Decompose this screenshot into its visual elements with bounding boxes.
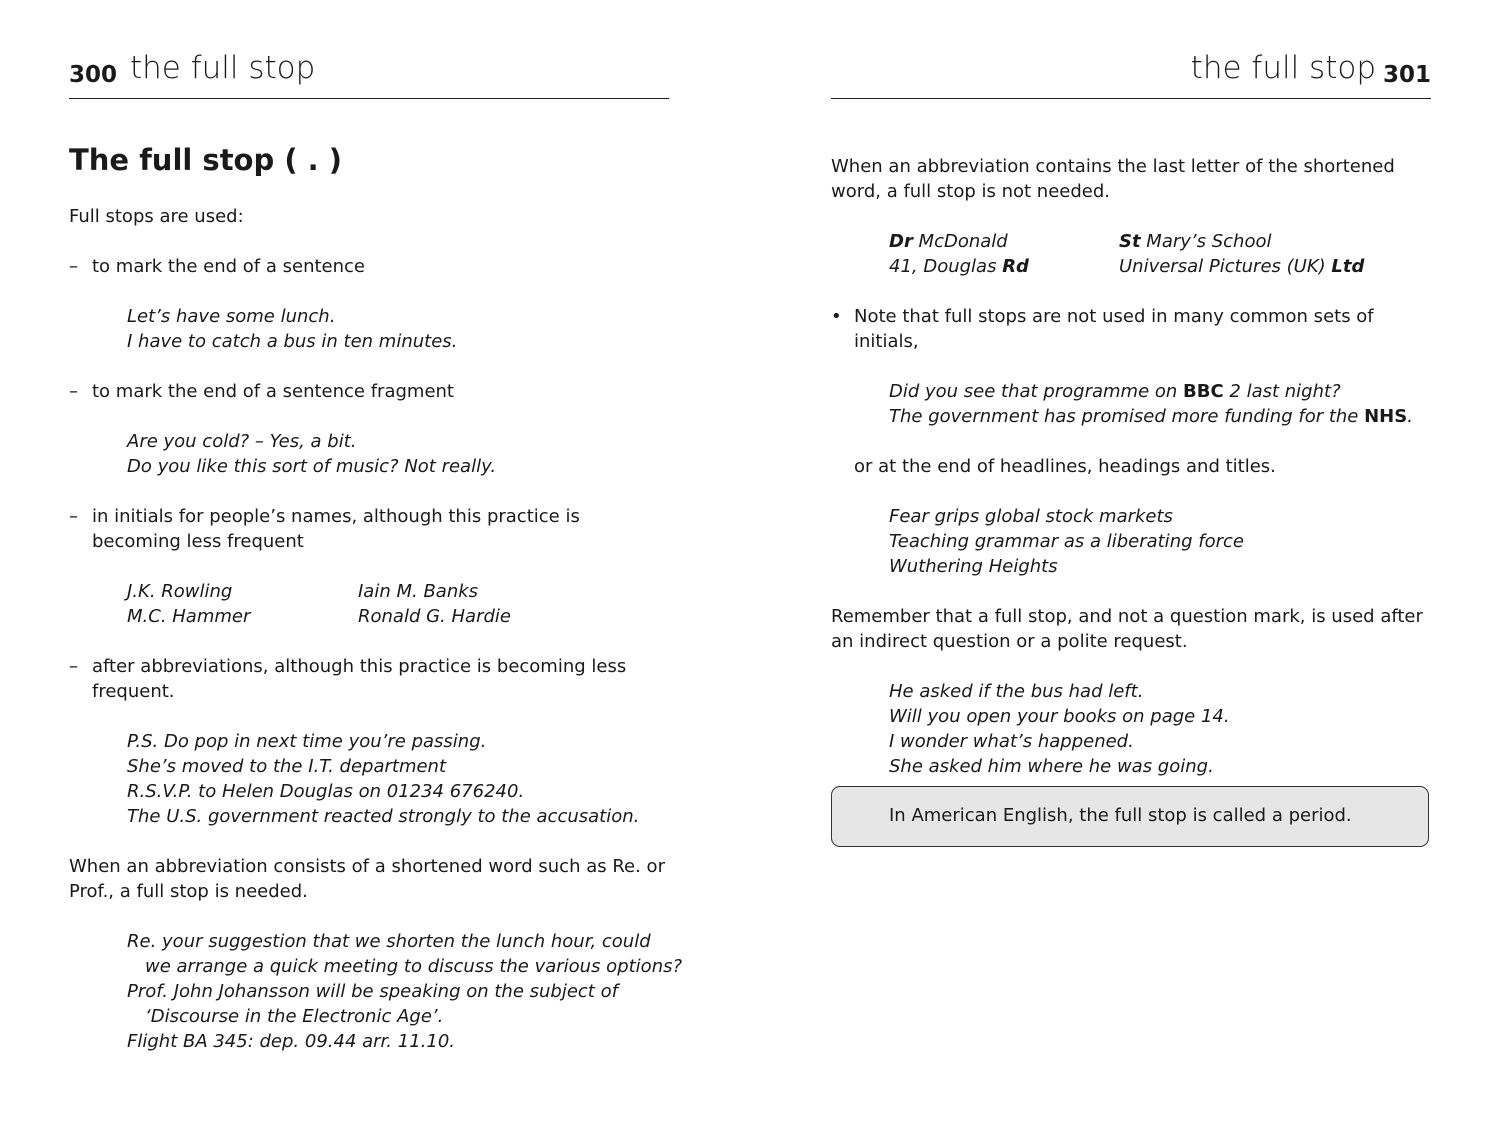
example-block [69, 579, 669, 629]
example-line: Wuthering Heights [889, 556, 1058, 577]
example-line: Do you like this sort of music? Not really. [127, 456, 497, 477]
left-page [69, 0, 683, 1137]
example-text: Mary’s School [1140, 231, 1272, 252]
example-block [69, 304, 669, 354]
example-line: we arrange a quick meeting to discuss the various options? [145, 956, 683, 977]
example-block [69, 429, 669, 479]
example-text: Did you see that programme on [889, 381, 1184, 402]
example-cell: Iain M. Banks [358, 581, 479, 602]
running-title: the full stop [130, 50, 316, 86]
example-cell: M.C. Hammer [127, 606, 251, 627]
example-line: Prof. John Johansson will be speaking on the subject of [127, 981, 618, 1002]
example-line: Teaching grammar as a liberating force [889, 531, 1244, 552]
example-block [69, 929, 683, 1054]
bold-term: NHS [1364, 406, 1408, 427]
example-line: The U.S. government reacted strongly to the accusation. [127, 806, 640, 827]
example-row [127, 604, 669, 629]
american-english-note: In American English, the full stop is called a period. [831, 786, 1429, 847]
headlines-text: or at the end of headlines, headings and titles. [854, 456, 1276, 477]
example-line: R.S.V.P. to Helen Douglas on 01234 676240. [127, 781, 525, 802]
example-line: Will you open your books on page 14. [889, 706, 1230, 727]
usage-item: – to mark the end of a sentence [69, 254, 669, 279]
example-text: 2 last night? [1223, 381, 1341, 402]
example-block [831, 504, 1431, 579]
example-line: Fear grips global stock markets [889, 506, 1173, 527]
example-line: I have to catch a bus in ten minutes. [127, 331, 458, 352]
example-line: ‘Discourse in the Electronic Age’. [145, 1006, 444, 1027]
example-block [831, 229, 1431, 279]
example-line [889, 379, 1431, 404]
section-title: The full stop ( . ) [69, 143, 343, 177]
page-number: 300 [69, 62, 118, 88]
example-text: McDonald [912, 231, 1008, 252]
bold-term: Rd [1002, 256, 1029, 277]
example-row [889, 229, 1431, 254]
bold-term: BBC [1183, 381, 1224, 402]
example-line: Re. your suggestion that we shorten the lunch hour, could [127, 931, 651, 952]
last-letter-paragraph: When an abbreviation contains the last letter of the shortened word, a full stop is not needed. [831, 156, 1395, 202]
bold-term: Ltd [1331, 256, 1365, 277]
shortened-word-paragraph: When an abbreviation consists of a shortened word such as Re. or Prof., a full stop is needed. [69, 856, 665, 902]
example-cell [1119, 254, 1364, 279]
example-text: . [1407, 406, 1413, 427]
bold-term: Dr [889, 231, 913, 252]
intro-text: Full stops are used: [69, 206, 244, 227]
usage-item: – to mark the end of a sentence fragment [69, 379, 669, 404]
example-line: She’s moved to the I.T. department [127, 756, 447, 777]
example-text: Universal Pictures (UK) [1119, 256, 1332, 277]
example-block [831, 679, 1431, 779]
example-cell [1119, 229, 1272, 254]
example-block [69, 729, 669, 829]
right-page [831, 0, 1431, 1137]
example-line: He asked if the bus had left. [889, 681, 1144, 702]
example-line: Let’s have some lunch. [127, 306, 336, 327]
left-content [69, 204, 683, 1054]
example-block [831, 379, 1431, 429]
left-page-header [69, 48, 669, 99]
bold-term: St [1119, 231, 1141, 252]
running-title: the full stop [1190, 50, 1376, 86]
indirect-question-paragraph: Remember that a full stop, and not a question mark, is used after an indirect question or a polite request. [831, 606, 1423, 652]
example-cell [889, 229, 1119, 254]
example-cell [889, 254, 1119, 279]
usage-item: – in initials for people’s names, although this practice is becoming less frequent [69, 504, 669, 554]
example-line: She asked him where he was going. [889, 756, 1214, 777]
example-line: P.S. Do pop in next time you’re passing. [127, 731, 487, 752]
right-page-header [831, 48, 1431, 99]
example-row [889, 254, 1431, 279]
example-line: Flight BA 345: dep. 09.44 arr. 11.10. [127, 1031, 455, 1052]
page-number: 301 [1382, 62, 1431, 88]
example-line: I wonder what’s happened. [889, 731, 1134, 752]
example-line: Are you cold? – Yes, a bit. [127, 431, 357, 452]
usage-item: – after abbreviations, although this practice is becoming less frequent. [69, 654, 669, 704]
example-text: 41, Douglas [889, 256, 1003, 277]
example-cell: Ronald G. Hardie [358, 606, 511, 627]
example-cell: J.K. Rowling [127, 581, 233, 602]
example-text: The government has promised more funding for the [889, 406, 1365, 427]
right-content [831, 154, 1431, 779]
example-row [127, 579, 669, 604]
initials-note: • Note that full stops are not used in many common sets of initials, [831, 304, 1431, 354]
example-line [889, 404, 1431, 429]
